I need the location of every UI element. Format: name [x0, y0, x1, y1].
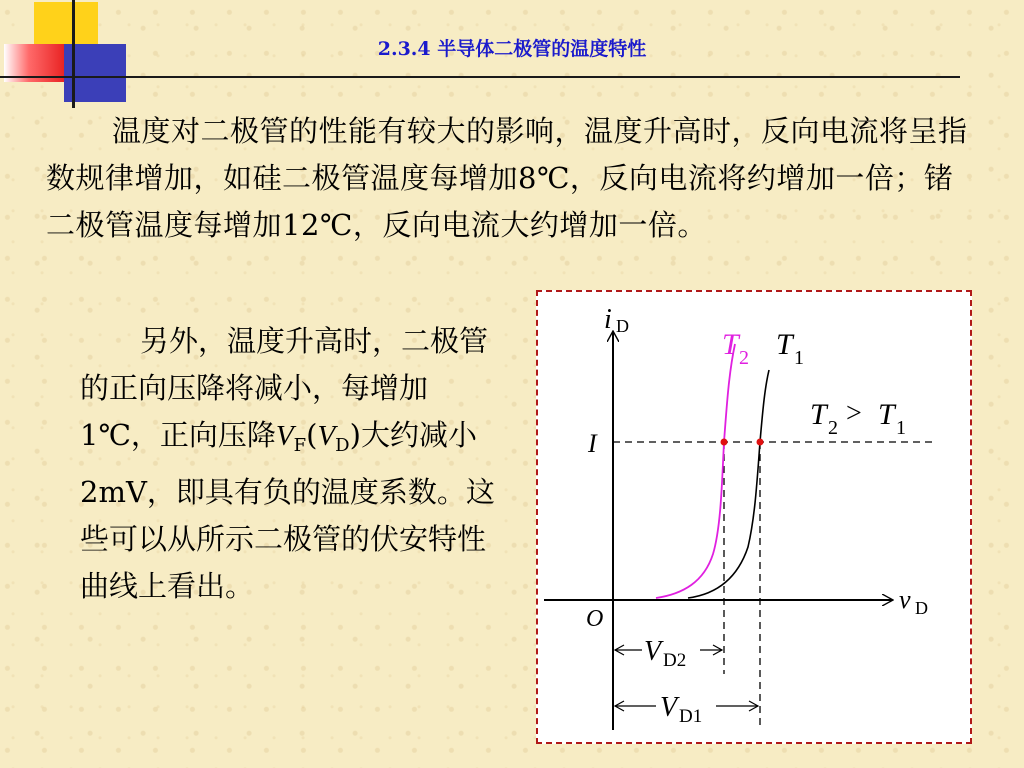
vd-symbol: V [317, 420, 336, 452]
vd1-subscript: D1 [679, 706, 703, 727]
vd2-label: V [644, 636, 662, 667]
t2-curve-label: T [722, 328, 739, 361]
vf-symbol: V [275, 420, 294, 452]
vd2-subscript: D2 [663, 650, 687, 671]
relation-t2-subscript: 2 [828, 417, 838, 439]
iv-characteristic-figure [536, 290, 972, 744]
t2-operating-point [721, 439, 728, 446]
page-title: 2.3.4 半导体二极管的温度特性 [377, 38, 647, 60]
t1-operating-point [757, 439, 764, 446]
t2-curve-subscript: 2 [739, 347, 749, 369]
relation-t2: T [810, 398, 827, 431]
origin-label: O [586, 606, 604, 632]
paragraph-1-text: 温度对二极管的性能有较大的影响，温度升高时，反向电流将呈指数规律增加，如硅二极管温度每增加8℃，反向电流将约增加一倍；锗二极管温度每增加12℃，反向电流大约增加一倍。 [46, 114, 968, 242]
y-axis-subscript: D [616, 316, 629, 336]
paragraph-forward-voltage [80, 318, 500, 610]
vd1-label: V [660, 692, 678, 723]
vd-subscript: D [335, 435, 350, 456]
t2-curve [656, 344, 735, 598]
paren-open: ( [306, 418, 318, 452]
paren-close: ) [349, 418, 361, 452]
x-axis-subscript: D [915, 598, 928, 618]
x-axis-label: v [899, 585, 911, 614]
vf-subscript: F [293, 435, 307, 456]
t1-curve [688, 370, 769, 598]
relation-t1: T [878, 398, 895, 431]
t1-curve-subscript: 1 [794, 347, 804, 369]
relation-greater-than: > [846, 398, 862, 429]
iv-curve-diagram [538, 292, 974, 746]
decor-horizontal-line [0, 76, 960, 78]
relation-t1-subscript: 1 [896, 417, 906, 439]
paragraph-2-text-b: 大约减小2mV，即具有负的温度系数。这些可以从所示二极管的伏安特性曲线上看出。 [80, 418, 495, 603]
paragraph-reverse-current [46, 108, 976, 249]
paragraph-2-text-a: 另外，温度升高时，二极管的正向压降将减小，每增加1℃，正向压降 [80, 324, 489, 452]
y-axis-label: i [604, 304, 612, 335]
current-level-label: I [588, 429, 597, 458]
t1-curve-label: T [776, 328, 793, 361]
